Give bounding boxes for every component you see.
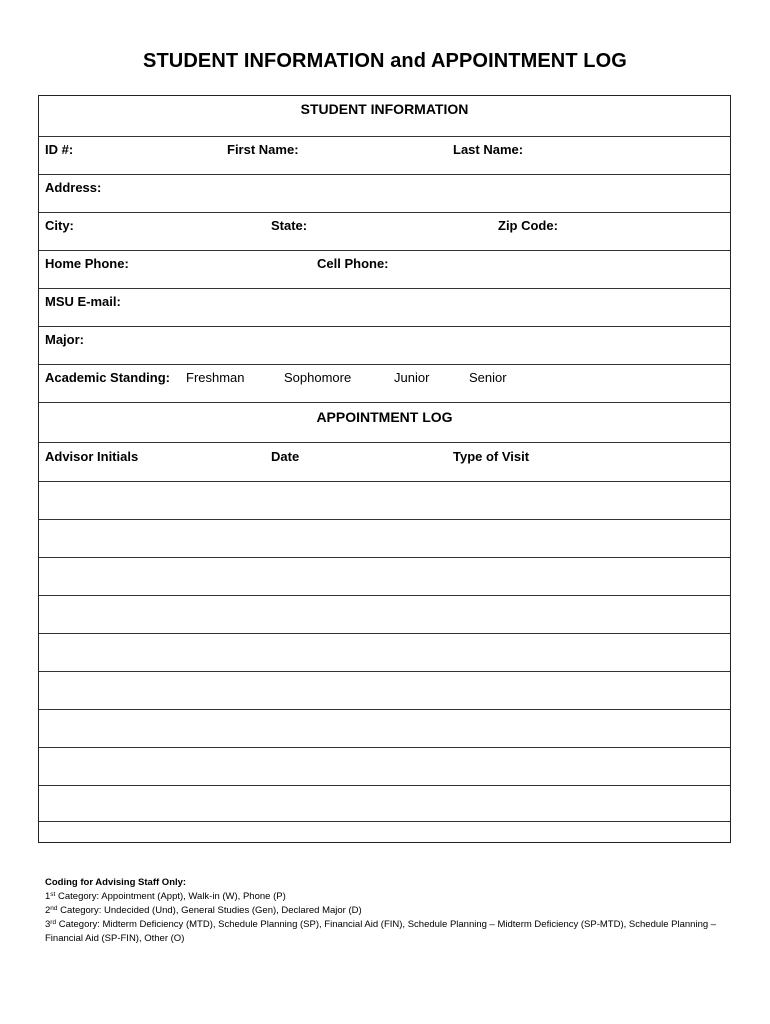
log-row[interactable] <box>39 634 730 672</box>
major-label: Major: <box>45 332 84 347</box>
log-row[interactable] <box>39 786 730 822</box>
standing-option-senior[interactable]: Senior <box>469 370 507 385</box>
coding-line-2: 2nd Category: Undecided (Und), General Studies (Gen), Declared Major (D) <box>45 905 362 916</box>
major-row[interactable] <box>39 327 730 365</box>
coding-line-3: 3rd Category: Midterm Deficiency (MTD), Schedule Planning (SP), Financial Aid (FIN), Schedule Planning – Midterm Deficiency (SP-MTD), Schedule Planning – Financial Aid (SP-FIN), Other (O) <box>45 919 717 944</box>
name-row[interactable] <box>39 137 730 175</box>
col-type-of-visit: Type of Visit <box>453 449 530 464</box>
log-row[interactable] <box>39 672 730 710</box>
log-row[interactable] <box>39 520 730 558</box>
standing-option-junior[interactable]: Junior <box>394 370 430 385</box>
email-row[interactable] <box>39 289 730 327</box>
coding-line-1: 1st Category: Appointment (Appt), Walk-in (W), Phone (P) <box>45 891 286 902</box>
log-row[interactable] <box>39 596 730 634</box>
col-date: Date <box>271 449 300 464</box>
log-row[interactable] <box>39 822 730 843</box>
log-column-header-row <box>39 443 730 482</box>
appointment-log-header-row <box>39 403 730 443</box>
home-phone-label: Home Phone: <box>45 256 129 271</box>
standing-option-sophomore[interactable]: Sophomore <box>284 370 352 385</box>
cell-phone-label: Cell Phone: <box>317 256 389 271</box>
log-row[interactable] <box>39 558 730 596</box>
academic-standing-row <box>39 365 730 403</box>
address-label: Address: <box>45 180 102 195</box>
state-label: State: <box>271 218 308 233</box>
msu-email-label: MSU E-mail: <box>45 294 121 309</box>
coding-heading: Coding for Advising Staff Only: <box>45 877 187 888</box>
academic-standing-label: Academic Standing: <box>45 370 170 385</box>
student-info-heading: STUDENT INFORMATION <box>300 101 469 117</box>
city-row[interactable] <box>39 213 730 251</box>
city-label: City: <box>45 218 74 233</box>
student-info-header-row <box>39 96 730 137</box>
log-row[interactable] <box>39 748 730 786</box>
first-name-label: First Name: <box>227 142 299 157</box>
zip-code-label: Zip Code: <box>498 218 558 233</box>
appointment-log-heading: APPOINTMENT LOG <box>316 409 453 425</box>
standing-option-freshman[interactable]: Freshman <box>186 370 245 385</box>
student-form <box>38 95 731 843</box>
id-label: ID #: <box>45 142 74 157</box>
page-title: STUDENT INFORMATION and APPOINTMENT LOG <box>143 50 627 72</box>
col-advisor-initials: Advisor Initials <box>45 449 139 464</box>
address-row[interactable] <box>39 175 730 213</box>
log-row[interactable] <box>39 710 730 748</box>
log-row[interactable] <box>39 482 730 520</box>
last-name-label: Last Name: <box>453 142 524 157</box>
phone-row[interactable] <box>39 251 730 289</box>
coding-footnote <box>45 876 735 946</box>
